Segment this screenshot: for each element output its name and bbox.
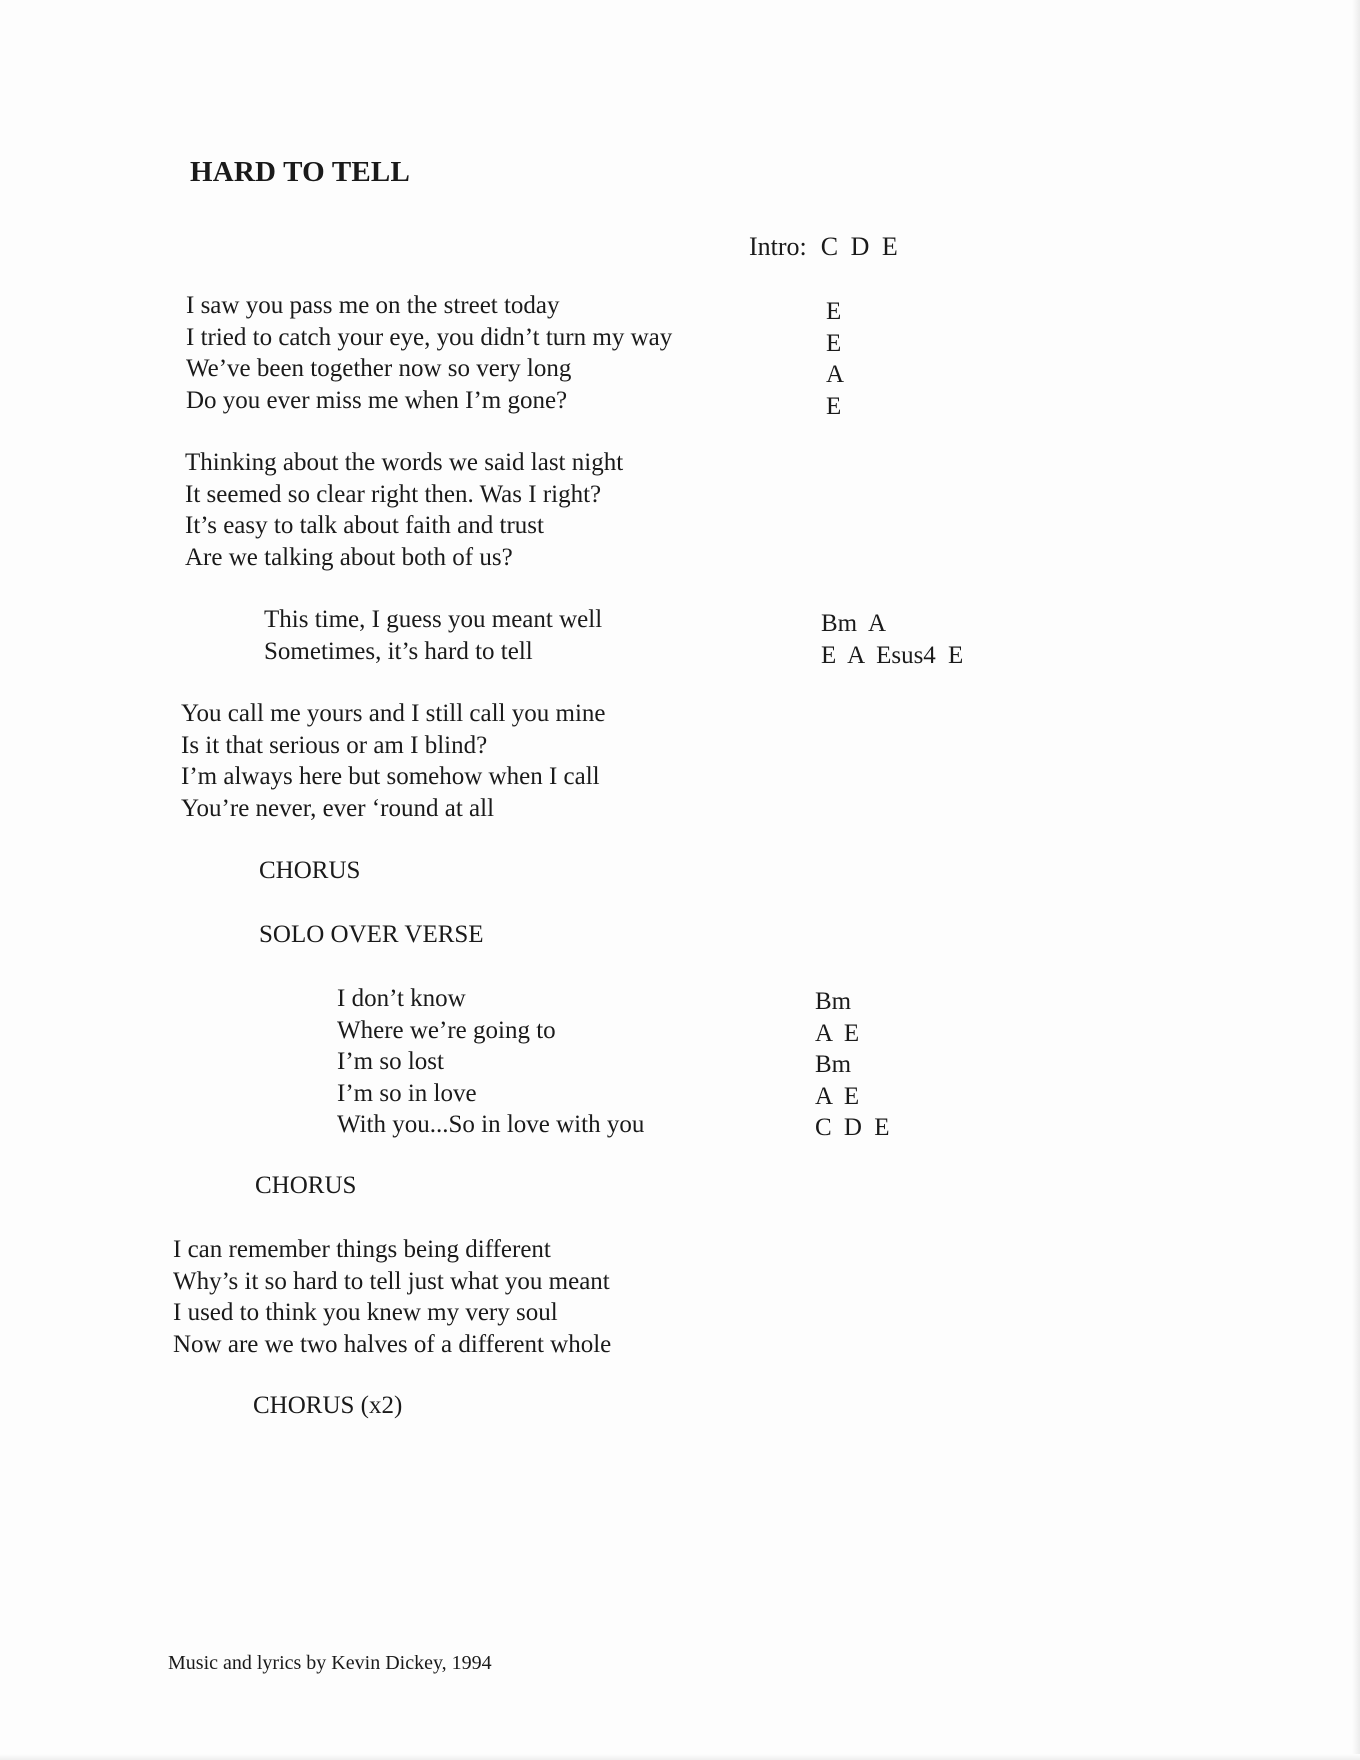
- lyric-line: I’m so in love: [337, 1079, 477, 1107]
- lyric-line: Where we’re going to: [337, 1016, 556, 1044]
- lyric-line: I used to think you knew my very soul: [173, 1299, 558, 1326]
- scan-edge: [0, 1754, 1360, 1760]
- lyric-line: With you...So in love with you: [337, 1111, 645, 1138]
- lyric-line: I tried to catch your eye, you didn’t turn my way: [186, 323, 673, 351]
- verse-2: [185, 447, 623, 573]
- chord-line: A E: [815, 1082, 860, 1110]
- lyric-line: I’m so lost: [337, 1048, 444, 1075]
- lyric-line: You call me yours and I still call you mine: [181, 700, 606, 727]
- lyric-line: We’ve been together now so very long: [186, 355, 572, 382]
- chord-line: A: [826, 361, 845, 388]
- section-label-chorus: CHORUS: [255, 1172, 357, 1199]
- intro-chords: C D E: [820, 232, 898, 261]
- lyric-line: Are we talking about both of us?: [185, 543, 513, 571]
- lyric-line: Sometimes, it’s hard to tell: [264, 637, 533, 665]
- verse-1: [186, 290, 672, 416]
- intro-label: Intro:: [749, 232, 807, 261]
- lyric-line: Now are we two halves of a different whole: [173, 1330, 612, 1358]
- chord-line: C D E: [815, 1114, 890, 1141]
- verse-4: [173, 1234, 611, 1360]
- lyric-line: Is it that serious or am I blind?: [181, 731, 488, 759]
- chord-line: E: [826, 298, 842, 325]
- lyric-line: I don’t know: [337, 985, 466, 1012]
- bridge: [337, 983, 644, 1141]
- chorus-chords: [821, 608, 963, 671]
- bridge-chords: [815, 986, 890, 1144]
- chord-line: Bm A: [821, 610, 887, 637]
- section-label-chorus-x2: CHORUS (x2): [253, 1392, 403, 1419]
- chord-line: E: [826, 329, 842, 357]
- chord-line: E A Esus4 E: [821, 641, 964, 669]
- credit-line: Music and lyrics by Kevin Dickey, 1994: [168, 1652, 492, 1674]
- chord-line: E: [826, 392, 842, 420]
- chord-line: Bm: [815, 1051, 852, 1078]
- lyric-line: It seemed so clear right then. Was I right?: [185, 480, 602, 508]
- lyric-line: It’s easy to talk about faith and trust: [185, 512, 544, 539]
- verse-1-chords: [826, 296, 844, 422]
- chord-line: A E: [815, 1019, 860, 1047]
- song-title: HARD TO TELL: [190, 156, 410, 188]
- intro-line: [749, 232, 898, 262]
- lyric-line: I saw you pass me on the street today: [186, 292, 560, 319]
- lyric-line: Why’s it so hard to tell just what you meant: [173, 1267, 610, 1295]
- lyric-line: I’m always here but somehow when I call: [181, 763, 600, 790]
- chord-line: Bm: [815, 988, 852, 1015]
- section-label-chorus: CHORUS: [259, 857, 361, 884]
- verse-3: [181, 698, 606, 824]
- lyric-line: Do you ever miss me when I’m gone?: [186, 386, 568, 414]
- chorus: [264, 604, 602, 667]
- lyric-line: This time, I guess you meant well: [264, 606, 603, 633]
- scan-edge: [1352, 0, 1360, 1760]
- section-label-solo: SOLO OVER VERSE: [259, 921, 484, 948]
- lyric-line: I can remember things being different: [173, 1236, 551, 1263]
- lyric-line: You’re never, ever ‘round at all: [181, 794, 495, 822]
- lyric-line: Thinking about the words we said last night: [185, 449, 624, 476]
